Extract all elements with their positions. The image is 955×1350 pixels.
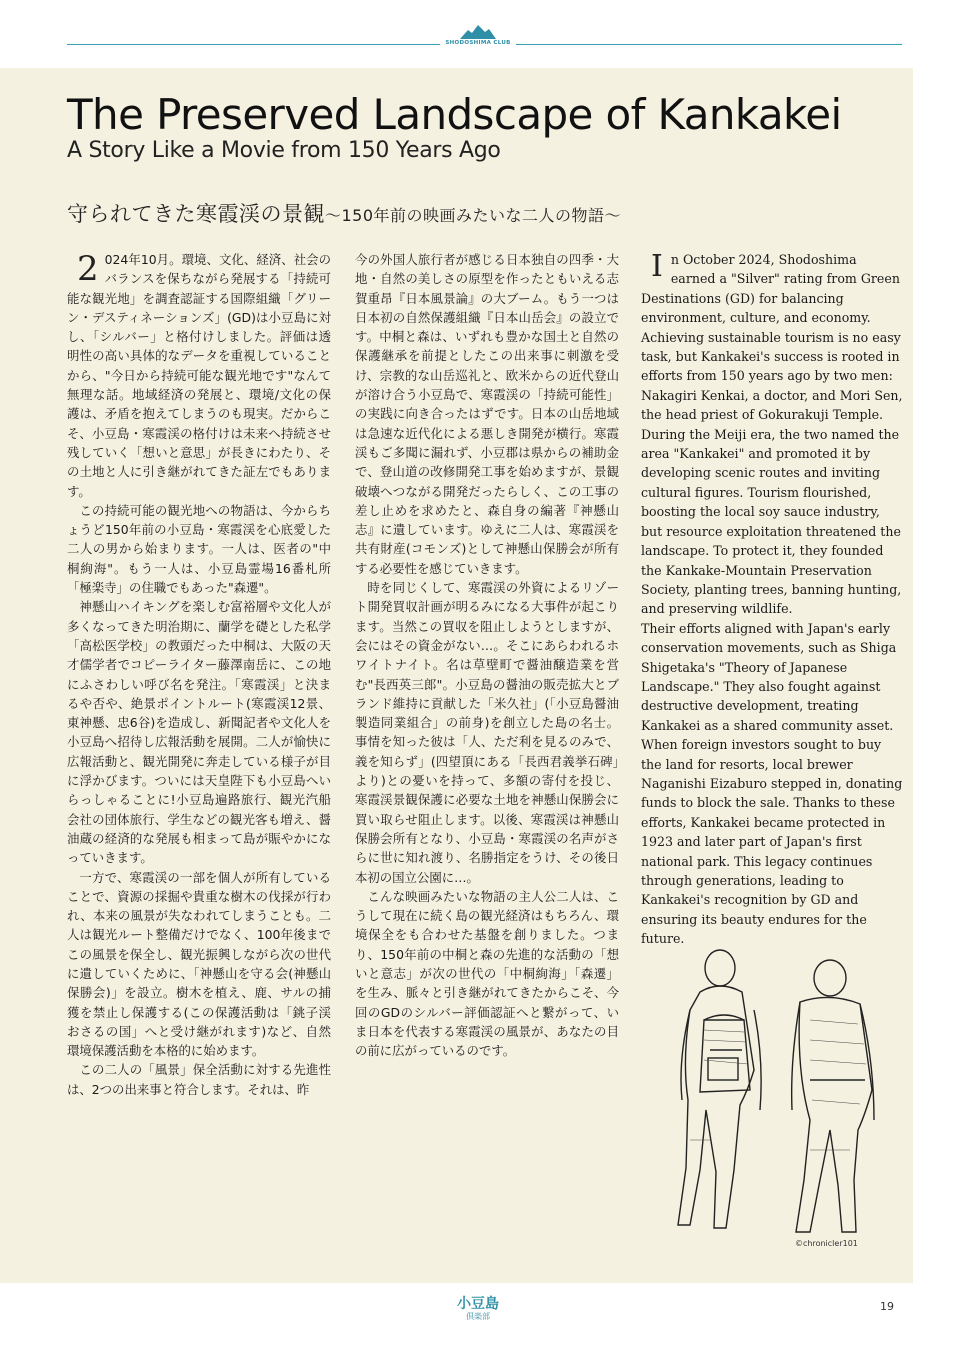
jp-article-title — [67, 199, 621, 231]
footer-logo-main: 小豆島 — [457, 1296, 499, 1312]
jp-title-main: 守られてきた寒霞渓の景観 — [67, 202, 325, 226]
paragraph-text: 024年10月。環境、文化、経済、社会のバランスを保ちながら発展する「持続可能な観光地」を調査認証する国際組織「グリーン・デスティネーションズ」(GD)は小豆島に対し、「シルバー」と格付けしました。評価は透明性の高い具体的なデータを重視していることから、"今日から持続可能な観光地です"なんて無理な話。地域経済の発展と、環境/文化の保護は、矛盾を抱えてしまうのも現実。だからこそ、小豆島・寒霞渓の格付けは未来へ持続させ残していく「想いと意思」が長きにわたり、その土地と人に引き継がれてきた証左でもあります。 — [67, 252, 331, 499]
paragraph: こんな映画みたいな物語の主人公二人は、こうして現在に続く島の観光経済はもちろん、環境保全をも合わせた基盤を創りました。つまり、150年前の中桐と森の先進的な活動の「想いと意志」が次の世代の「中桐絢海」「森遷」を生み、脈々と引き継がれてきたからこそ、今回のGDのシルバー評価認証へと繋がって、いま日本を代表する寒霞渓の風景が、あなたの目の前に広がっているのです。 — [355, 888, 619, 1059]
two-hikers-illustration — [660, 940, 910, 1240]
japanese-column-2 — [355, 250, 619, 1060]
mountain-logo-icon — [458, 22, 498, 40]
jp-title-sub: 〜150年前の映画みたいな二人の物語〜 — [325, 206, 622, 225]
paragraph-text: n October 2024, Shodoshima earned a "Silver" rating from Green Destinations (GD) for balancing environment, culture, and economy. Achieving sustainable tourism is no easy task, but Kankakei's success is rooted in efforts from 150 years ago by two men: Nakagiri Kenkai, a doctor, and Mori Sen, the head priest of Gokurakuji Temple. During the Meiji era, the two named the area "Kankakei" and promoted it by developing scenic routes and inviting cultural figures. Tourism flourished, boosting the local soy sauce industry, but resource exploitation threatened the landscape. To protect it, they founded the Kankake-Mountain Preservation Society, planting trees, banning hunting, and preserving wildlife. — [641, 252, 903, 617]
paragraph: この二人の「風景」保全活動に対する先進性は、2つの出来事と符合します。それは、昨 — [67, 1062, 331, 1097]
illustration-credit: ©chronicler101 — [795, 1239, 858, 1248]
paragraph: 時を同じくして、寒霞渓の外資によるリゾート開発買収計画が明るみになる大事件が起こります。当然この買収を阻止しようとしますが、会にはその資金がない…。そこにあらわれるホワイトナイト。名は草壁町で醤油醸造業を営む"長西英三郎"。小豆島の醤油の販売拡大とブランド維持に貢献した「米久社」(「小豆島醤油製造同業組合」の前身)を創立した島の名士。事情を知った彼は「人、ただ利を見るのみで、義を知らず」(四望頂にある「長西君義挙石碑」より)との憂いを持って、多額の寄付を投じ、寒霞渓景観保護に必要な土地を神懸山保勝会に買い取らせ阻止します。以後、寒霞渓は神懸山保勝会所有となり、小豆島・寒霞渓の名声がさらに世に知れ渡り、名勝指定をうけ、その後日本初の国立公園に…。 — [355, 580, 619, 885]
paragraph: Their efforts aligned with Japan's early conservation movements, such as Shiga Shigetaka's "Theory of Japanese Landscape." They also fought against destructive development, treating Kankakei as a shared community asset. When foreign investors sought to buy the land for resorts, local brewer Naganishi Eizaburo stepped in, donating funds to block the sale. Thanks to these efforts, Kankakei became protected in 1923 and later part of Japan's first national park. This legacy continues through generations, leading to Kankakei's recognition by GD and ensuring its beauty endures for the future. — [641, 620, 903, 947]
hikers-sketch-icon — [660, 940, 910, 1240]
paragraph: 神懸山ハイキングを楽しむ富裕層や文化人が多くなってきた明治期に、蘭学を礎とした私学「高松医学校」の教頭だった中桐は、大阪の天才儒学者でコピーライター藤澤南岳に、この地にふさわしい呼び名を発注。「寒霞渓」と決まるや否や、絶景ポイントルート(寒霞渓12景、東神懸、忠6谷)を造成し、新聞記者や文化人を小豆島へ招待し広報活動を展開。二人が愉快に広報活動と、観光開発に奔走している様子が目に浮かびます。ついには天皇陛下も小豆島へいらっしゃることに!小豆島遍路旅行、観光汽船会社の団体旅行、学生などの観光客も増え、醤油蔵の経済的な発展も相まって島が賑やかになっていきます。 — [67, 599, 331, 866]
article-subtitle: A Story Like a Movie from 150 Years Ago — [67, 138, 501, 163]
paragraph — [641, 250, 903, 619]
footer-logo-sub: 倶楽部 — [466, 1312, 490, 1321]
paragraph: この持続可能の観光地への物語は、今からちょうど150年前の小豆島・寒霞渓を心底愛した二人の男から始まります。一人は、医者の"中桐絢海"。もう一人は、小豆島霊場16番札所「極楽寺」の住職でもあった"森遷"。 — [67, 502, 331, 596]
paragraph — [67, 250, 331, 501]
japanese-column-1 — [67, 250, 331, 1099]
page-number: 19 — [880, 1300, 894, 1313]
english-column — [641, 250, 903, 949]
header-rule-left — [67, 44, 440, 45]
header-rule-right — [516, 44, 902, 45]
drop-cap: I — [651, 249, 663, 284]
paragraph: 一方で、寒霞渓の一部を個人が所有していることで、資源の採掘や貴重な樹木の伐採が行われ、本来の風景が失なわれてしまうことも。二人は観光ルート整備だけでなく、100年後までこの風景を保全し、観光振興しながら次の世代に遺していくために、「神懸山を守る会(神懸山保勝会)」を設立。樹木を植え、鹿、サルの捕獲を禁止し保護する(この保護活動は「銚子渓おさるの国」へと受け継がれます)など、自然環境保護活動を本格的に始めます。 — [67, 869, 331, 1059]
shodoshima-club-logo — [440, 22, 516, 62]
article-title: The Preserved Landscape of Kankakei — [67, 90, 842, 139]
drop-cap: 2 — [77, 249, 99, 289]
logo-text: SHODOSHIMA CLUB — [445, 40, 511, 46]
shodoshima-club-footer-logo — [440, 1296, 516, 1322]
paragraph: 今の外国人旅行者が感じる日本独自の四季・大地・自然の美しさの原型を作ったともいえる志賀重昂『日本風景論』の大ブーム。もう一つは日本初の自然保護組織『日本山岳会』の設立です。中桐と森は、いずれも豊かな国土と自然の保護継承を前提としたこの出来事に刺激を受け、宗教的な山岳巡礼と、欧米からの近代登山が溶け合う小豆島で、寒霞渓の「持続可能性」の実践に向き合ったはずです。日本の山岳地域は急速な近代化による悪しき開発が横行。寒霞渓もご多聞に漏れず、小豆郡は県からの補助金で、登山道の改修開発工事を始めますが、景観破壊へつながる開発だったらしく、この工事の差し止めを求めたと、森自身の編著『神懸山志』に遺しています。ゆえに二人は、寒霞渓を共有財産(コモンズ)として神懸山保勝会が所有する必要性を感じていきます。 — [355, 252, 619, 576]
